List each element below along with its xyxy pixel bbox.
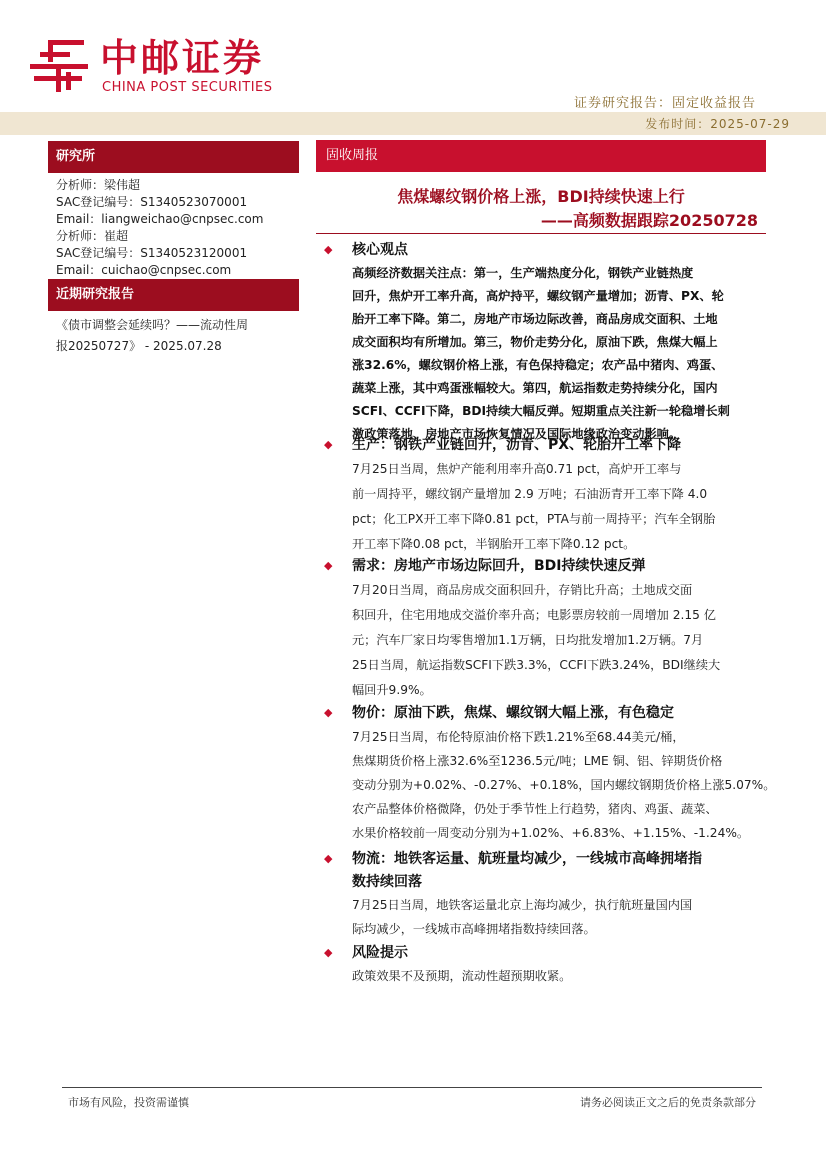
core-view-line: 蔬菜上涨，其中鸡蛋涨幅较大。第四，航运指数走势持续分化，国内 <box>352 381 718 395</box>
risk-line: 政策效果不及预期，流动性超预期收紧。 <box>352 969 572 983</box>
core-view-line: 涨32.6%，螺纹钢价格上涨，有色保持稳定；农产品中猪肉、鸡蛋、 <box>352 358 724 372</box>
recent-report-link[interactable]: 报20250727》 - 2025.07.28 <box>56 339 222 353</box>
report-title: 焦煤螺纹钢价格上涨，BDI持续快速上行 <box>397 187 685 206</box>
logistics-line: 际均减少，一线城市高峰拥堵指数持续回落。 <box>352 922 596 936</box>
bullet-icon: ◆ <box>324 706 333 719</box>
production-line: 7月25日当周，焦炉产能利用率升高0.71 pct，高炉开工率与 <box>352 462 682 476</box>
production-heading: ◆ 生产：钢铁产业链回升，沥青、PX、轮胎开工率下降 <box>324 434 681 456</box>
core-view-heading: ◆ 核心观点 <box>324 239 408 261</box>
core-view-line: 成交面积均有所增加。第三，物价走势分化，原油下跌，焦煤大幅上 <box>352 335 718 349</box>
analyst-line: SAC登记编号：S1340523070001 <box>56 195 248 209</box>
company-name-cn: 中邮证券 <box>100 36 265 80</box>
demand-line: 7月20日当周，商品房成交面积回升，存销比升高；土地成交面 <box>352 583 693 597</box>
analyst-line: SAC登记编号：S1340523120001 <box>56 246 248 260</box>
analyst-email: Email：liangweichao@cnpsec.com <box>56 212 264 226</box>
prices-line: 水果价格较前一周变动分别为+1.02%、+6.83%、+1.15%、-1.24%。 <box>352 826 750 840</box>
title-divider <box>316 233 766 234</box>
production-line: 开工率下降0.08 pct，半钢胎开工率下降0.12 pct。 <box>352 537 636 551</box>
footer-disclaimer-note: 请务必阅读正文之后的免责条款部分 <box>580 1096 756 1109</box>
demand-line: 25日当周，航运指数SCFI下跌3.3%，CCFI下跌3.24%，BDI继续大 <box>352 658 721 672</box>
footer-risk-note: 市场有风险，投资需谨慎 <box>68 1096 189 1109</box>
analyst-email: Email：cuichao@cnpsec.com <box>56 263 232 277</box>
prices-line: 7月25日当周，布伦特原油价格下跌1.21%至68.44美元/桶， <box>352 730 685 744</box>
bullet-icon: ◆ <box>324 438 333 451</box>
company-name-en: CHINA POST SECURITIES <box>102 80 273 95</box>
production-line: 前一周持平，螺纹钢产量增加 2.9 万吨；石油沥青开工率下降 4.0 <box>352 487 708 501</box>
risk-heading: ◆ 风险提示 <box>324 942 408 964</box>
demand-line: 积回升，住宅用地成交溢价率升高；电影票房较前一周增加 2.15 亿 <box>352 608 716 622</box>
institute-header: 研究所 <box>48 141 299 173</box>
prices-heading: ◆ 物价：原油下跌，焦煤、螺纹钢大幅上涨，有色稳定 <box>324 702 674 724</box>
china-post-logo-icon <box>28 34 90 96</box>
section-label: 固收周报 <box>316 140 766 172</box>
logistics-heading: ◆ 物流：地铁客运量、航班量均减少，一线城市高峰拥堵指 <box>324 848 702 870</box>
core-view-line: SCFI、CCFI下降，BDI持续大幅反弹。短期重点关注新一轮稳增长刺 <box>352 404 730 418</box>
publish-date: 发布时间：2025-07-29 <box>645 117 790 131</box>
bullet-icon: ◆ <box>324 946 333 959</box>
bullet-icon: ◆ <box>324 243 333 256</box>
report-subtitle: ——高频数据跟踪20250728 <box>540 211 758 230</box>
demand-line: 幅回升9.9%。 <box>352 683 432 697</box>
footer-divider <box>62 1087 762 1088</box>
bullet-icon: ◆ <box>324 559 333 572</box>
recent-reports-header: 近期研究报告 <box>48 279 299 311</box>
production-line: pct；化工PX开工率下降0.81 pct，PTA与前一周持平；汽车全钢胎 <box>352 512 716 526</box>
logistics-heading-cont: 数持续回落 <box>352 874 422 890</box>
core-view-line: 高频经济数据关注点：第一，生产端热度分化，钢铁产业链热度 <box>352 266 694 280</box>
prices-line: 焦煤期货价格上涨32.6%至1236.5元/吨；LME 铜、铝、锌期货价格 <box>352 754 723 768</box>
prices-line: 变动分别为+0.02%、-0.27%、+0.18%，国内螺纹钢期货价格上涨5.07%。 <box>352 778 776 792</box>
prices-line: 农产品整体价格微降，仍处于季节性上行趋势，猪肉、鸡蛋、蔬菜、 <box>352 802 718 816</box>
demand-heading: ◆ 需求：房地产市场边际回升，BDI持续快速反弹 <box>324 555 646 577</box>
core-view-line: 胎开工率下降。第二，房地产市场边际改善，商品房成交面积、土地 <box>352 312 718 326</box>
logistics-line: 7月25日当周，地铁客运量北京上海均减少，执行航班量国内国 <box>352 898 693 912</box>
analyst-line: 分析师：梁伟超 <box>56 178 141 192</box>
recent-report-link[interactable]: 《债市调整会延续吗？——流动性周 <box>56 318 249 332</box>
analyst-line: 分析师：崔超 <box>56 229 129 243</box>
report-type-label: 证券研究报告：固定收益报告 <box>573 96 756 111</box>
core-view-line: 激政策落地、房地产市场恢复情况及国际地缘政治变动影响。 <box>352 427 682 441</box>
core-view-line: 回升，焦炉开工率升高，高炉持平，螺纹钢产量增加；沥青、PX、轮 <box>352 289 724 303</box>
demand-line: 元；汽车厂家日均零售增加1.1万辆，日均批发增加1.2万辆。7月 <box>352 633 704 647</box>
bullet-icon: ◆ <box>324 852 333 865</box>
